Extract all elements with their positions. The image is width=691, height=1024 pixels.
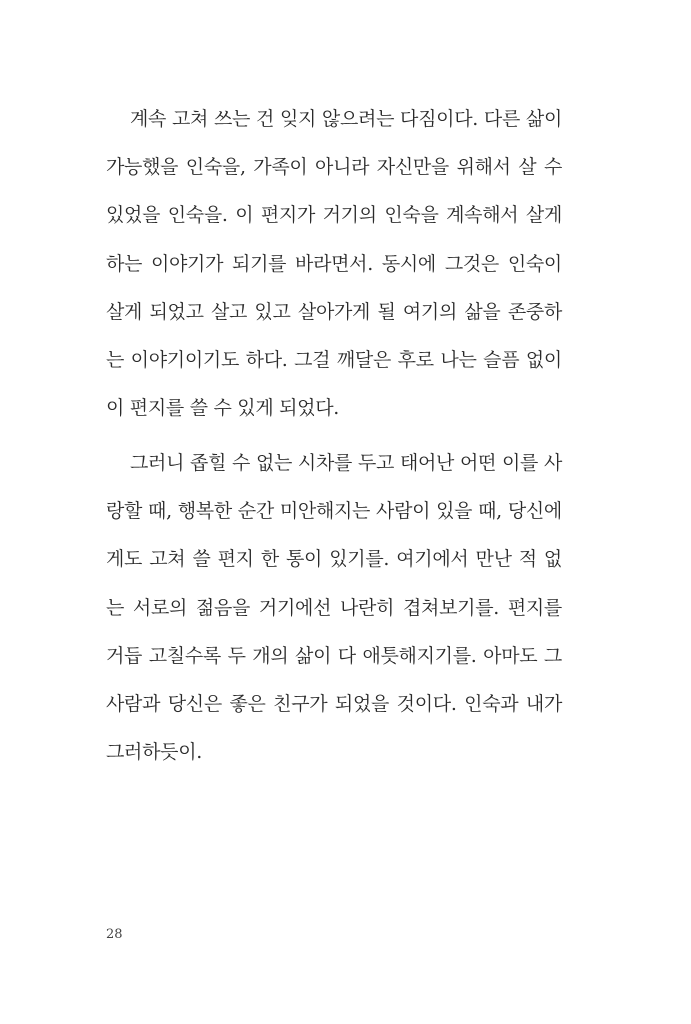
paragraph-line: 살게 되었고 살고 있고 살아가게 될 여기의 삶을 존중하 xyxy=(106,301,562,323)
paragraph-line: 그러하듯이. xyxy=(106,741,203,763)
paragraph-line: 가능했을 인숙을, 가족이 아니라 자신만을 위해서 살 수 xyxy=(106,156,562,178)
paragraph-line: 하는 이야기가 되기를 바라면서. 동시에 그것은 인숙이 xyxy=(106,253,562,275)
paragraph-line: 랑할 때, 행복한 순간 미안해지는 사람이 있을 때, 당신에 xyxy=(106,500,562,522)
paragraph-line: 계속 고쳐 쓰는 건 잊지 않으려는 다짐이다. 다른 삶이 xyxy=(130,108,562,130)
page-number: 28 xyxy=(106,927,123,942)
paragraph-line: 는 서로의 젊음을 거기에선 나란히 겹쳐보기를. 편지를 xyxy=(106,597,562,619)
paragraph-line: 이 편지를 쓸 수 있게 되었다. xyxy=(106,397,340,419)
paragraph-2 xyxy=(106,448,562,763)
paragraph-1 xyxy=(106,104,562,419)
paragraph-line: 사람과 당신은 좋은 친구가 되었을 것이다. 인숙과 내가 xyxy=(106,693,562,715)
paragraph-line: 그러니 좁힐 수 없는 시차를 두고 태어난 어떤 이를 사 xyxy=(130,452,562,474)
paragraph-line: 거듭 고칠수록 두 개의 삶이 다 애틋해지기를. 아마도 그 xyxy=(106,645,562,667)
paragraph-line: 는 이야기이기도 하다. 그걸 깨달은 후로 나는 슬픔 없이 xyxy=(106,349,562,371)
paragraph-line: 게도 고쳐 쓸 편지 한 통이 있기를. 여기에서 만난 적 없 xyxy=(106,548,562,570)
paragraph-line: 있었을 인숙을. 이 편지가 거기의 인숙을 계속해서 살게 xyxy=(106,204,562,226)
